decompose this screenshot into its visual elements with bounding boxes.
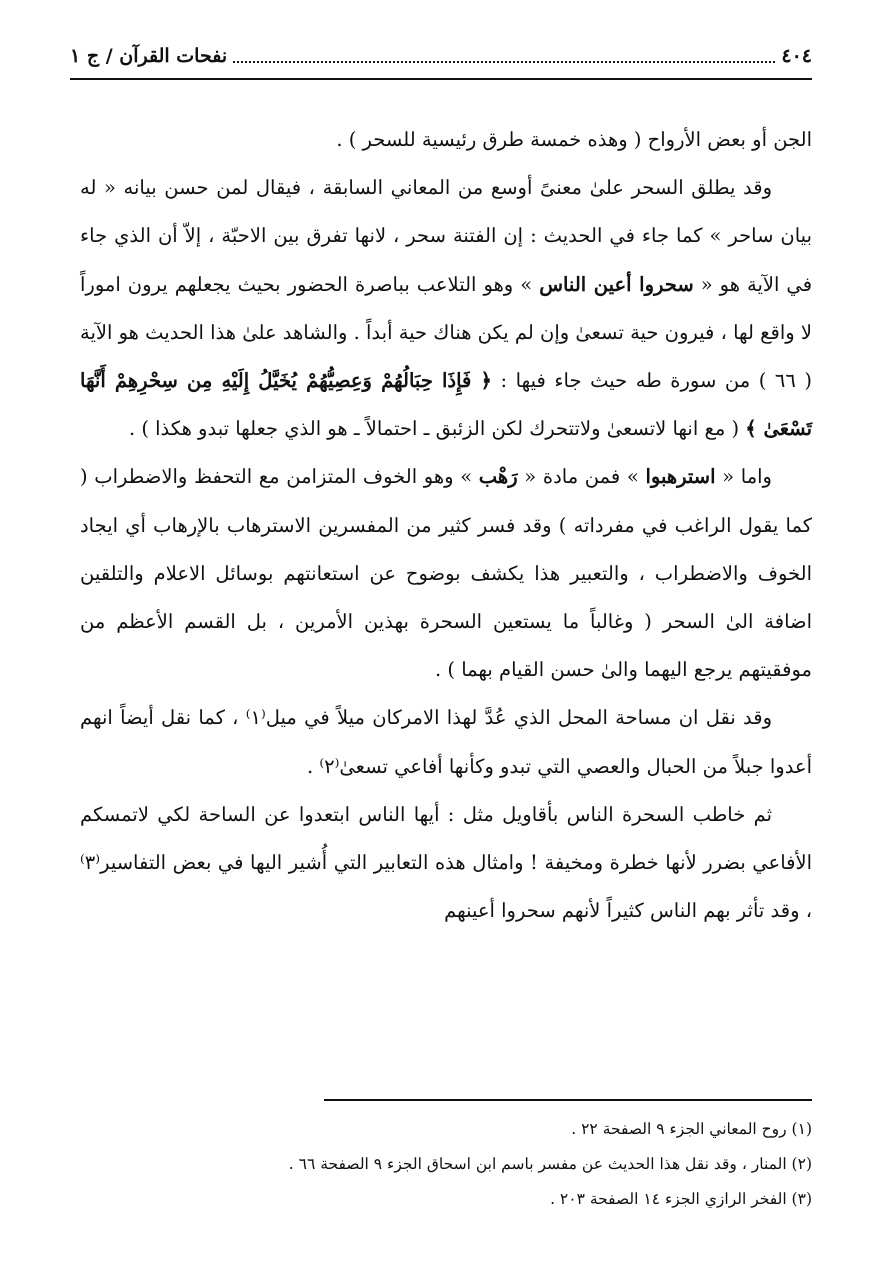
paragraph-text: الجن أو بعض الأرواح ( وهذه خمسة طرق رئيسية للسحر ) .	[336, 128, 812, 151]
header-dot-leader	[233, 61, 775, 63]
footnote-1: (١) روح المعاني الجزء ٩ الصفحة ٢٢ .	[571, 1120, 812, 1138]
page-header	[70, 34, 812, 80]
footnote-3: (٣) الفخر الرازي الجزء ١٤ الصفحة ٢٠٣ .	[550, 1190, 812, 1208]
footnotes	[80, 1112, 812, 1217]
emphasized-text: استرهبوا	[645, 465, 716, 489]
emphasized-text: رَهْب	[478, 465, 518, 489]
emphasized-text: سحروا أعين الناس	[539, 272, 694, 296]
emphasized-text: ﴿ فَإِذَا حِبَالُهُمْ وَعِصِيُّهُمْ يُخَيَّلُ إِلَيْهِ مِن سِحْرِهِمْ أَنَّهَا تَسْعَىٰ ﴾	[80, 369, 812, 441]
running-title: نفحات القرآن / ج ١	[70, 45, 228, 67]
footnote-2: (٢) المنار ، وقد نقل هذا الحديث عن مفسر باسم ابن اسحاق الجزء ٩ الصفحة ٦٦ .	[288, 1155, 812, 1173]
footnote-separator	[324, 1099, 812, 1101]
page-number: ٤٠٤	[781, 45, 812, 67]
paragraph-text: » وهو الخوف المتزامن مع التحفظ والاضطراب ( كما يقول الراغب في مفرداته ) وقد فسر كثير من المفسرين الاسترهاب بالإرهاب أي ايجاد الخوف والاضطراب ، والتعبير هذا يكشف بوضوح عن استعانتهم بوسائل الاعلام والتلقين اضافة الىٰ السحر ( وغالباً ما يستعين السحرة بهذين الأمرين ، بل القسم الأعظم من موفقيتهم يرجع اليهما والىٰ حسن القيام بهما ) .	[80, 465, 812, 682]
paragraph-text: وقد يطلق السحر علىٰ معنىً أوسع من المعاني السابقة ، فيقال لمن حسن بيانه « له بيان ساحر » كما جاء في الحديث : إن الفتنة سحر ، لانها تفرق بين الاحبّة ، إلاّ أن الذي جاء في الآية هو «	[80, 176, 813, 296]
paragraph	[80, 791, 812, 936]
paragraph-text: » وهو التلاعب بباصرة الحضور بحيث يجعلهم يرون اموراً لا واقع لها ، فيرون حية تسعىٰ وإن لم يكن هناك حية أبداً . والشاهد علىٰ هذا الحديث هو الآية ( ٦٦ ) من سورة طه حيث جاء فيها :	[79, 272, 812, 393]
body-text	[80, 116, 812, 935]
paragraph	[80, 453, 812, 694]
paragraph	[80, 116, 812, 164]
paragraph-text: ثم خاطب السحرة الناس بأقاويل مثل : أيها الناس ابتعدوا عن الساحة لكي لاتمسكم الأفاعي بضرر لأنها خطرة ومخيفة ! وامثال هذه التعابير التي أُشير اليها في بعض التفاسير⁽٣⁾ ، وقد تأثر بهم الناس كثيراً لأنهم سحروا أعينهم	[80, 802, 812, 923]
paragraph-text: ( مع انها لاتسعىٰ ولاتتحرك لكن الزئبق ـ احتمالاً ـ هو الذي جعلها تبدو هكذا ) .	[128, 417, 746, 441]
paragraph-text: واما «	[715, 465, 772, 489]
paragraph	[80, 694, 812, 790]
paragraph-text: » فمن مادة «	[517, 465, 646, 489]
paragraph	[80, 164, 812, 453]
paragraph-text: وقد نقل ان مساحة المحل الذي عُدَّ لهذا الامركان ميلاً في ميل⁽١⁾ ، كما نقل أيضاً انهم أعدوا جبلاً من الحبال والعصي التي تبدو وكأنها أفاعي تسعىٰ⁽٢⁾ .	[80, 706, 812, 778]
